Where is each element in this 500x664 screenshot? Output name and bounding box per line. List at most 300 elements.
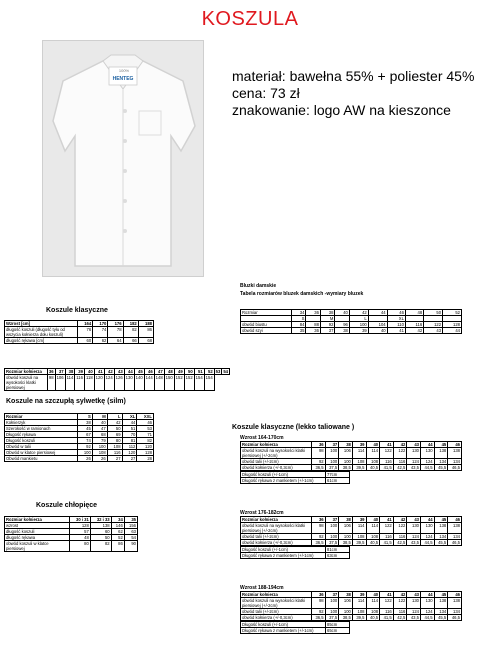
table-cell: 42,5: [393, 540, 407, 546]
table-cell: XL: [122, 414, 137, 420]
table-cell: 82: [123, 327, 138, 338]
table-cell: obwód szyi: [241, 328, 292, 334]
bluzki-title: Bluzki damskie: [240, 283, 277, 289]
table-cell: Rozmiar: [5, 414, 78, 420]
table-cell: 44: [443, 328, 462, 334]
table-cell: 53: [215, 369, 221, 374]
table-cell: 44,5: [421, 540, 435, 546]
table-cell: Wzrost [cm]: [5, 321, 78, 327]
table-cell: 110: [387, 322, 405, 328]
table-cell: 152: [174, 375, 184, 391]
table-cell: 92: [320, 322, 334, 328]
table-cell: 44: [368, 310, 387, 316]
table-cell: 106: [339, 523, 353, 534]
table-cell: obwód koszuli na wysokości klatki piersiowej (+/-2cm): [241, 448, 312, 459]
dlugosc-table: [240, 471, 350, 484]
table-cell: 152: [184, 375, 194, 391]
klasyczne-wzrost-table: [4, 320, 154, 344]
table-cell: 130: [421, 448, 435, 459]
table-row: [5, 327, 154, 338]
table-row: [241, 465, 462, 471]
price-text: cena: 73 zł: [232, 85, 300, 101]
table-cell: długość koszuli: [5, 529, 70, 535]
table-cell: 48: [164, 369, 174, 375]
table-cell: 47: [92, 426, 107, 432]
table-cell: 43: [407, 442, 421, 448]
table-cell: 116: [75, 375, 85, 391]
table-cell: S: [78, 414, 93, 420]
table-cell: wzrost: [5, 523, 70, 529]
table-cell: 84: [292, 322, 306, 328]
table-cell: Szerokość w ramionach: [5, 426, 78, 432]
table-cell: 138: [90, 523, 111, 529]
table-cell: Obwód mankietu: [5, 456, 78, 462]
table-cell: 39: [352, 442, 366, 448]
table-cell: 50: [424, 310, 443, 316]
table-cell: obwód talii (+/-2cm): [241, 609, 312, 615]
table-cell: 77cm: [326, 472, 350, 478]
table-cell: 27: [122, 456, 137, 462]
table-cell: Długość rękawa: [5, 432, 78, 438]
table-cell: 57: [70, 529, 91, 535]
table-cell: 38,5: [339, 615, 353, 621]
table-cell: 47: [154, 369, 164, 375]
table-cell: 52: [111, 535, 124, 541]
table-cell: 108: [107, 444, 122, 450]
table-cell: 42: [405, 328, 423, 334]
table-cell: 134: [448, 534, 462, 540]
bluzki-table: [240, 309, 462, 334]
table-cell: 116: [380, 609, 394, 615]
table-cell: 27: [107, 456, 122, 462]
table-cell: 82: [90, 541, 111, 552]
table-row: [241, 448, 462, 459]
table-cell: 52: [443, 310, 462, 316]
material-text: materiał: bawełna 55% + poliester 45%: [232, 68, 475, 84]
table-cell: obwód kołnierza (+/-0,3cm): [241, 615, 312, 621]
table-cell: 66: [123, 338, 138, 344]
table-cell: 79: [92, 438, 107, 444]
table-cell: Długość koszuli: [5, 438, 78, 444]
table-cell: Długość koszuli (+/-1cm): [241, 622, 326, 628]
table-cell: 45: [78, 426, 93, 432]
table-cell: 45: [434, 592, 448, 598]
table-cell: 108: [366, 609, 380, 615]
table-cell: 138: [434, 523, 448, 534]
table-cell: Rozmiar kołnierza: [241, 442, 312, 448]
table-cell: 35: [124, 517, 137, 523]
table-cell: 40,5: [366, 465, 380, 471]
table-cell: 68: [92, 432, 107, 438]
table-cell: 41: [380, 517, 394, 523]
table-cell: 41,5: [380, 615, 394, 621]
table-cell: 124: [407, 459, 421, 465]
table-cell: obwód koszuli na wysokości klatki piersiowej (+/-2cm): [241, 523, 312, 534]
table-cell: 74: [93, 327, 108, 338]
table-cell: 46,5: [448, 540, 462, 546]
table-cell: 44,5: [421, 465, 435, 471]
table-cell: 124: [421, 609, 435, 615]
table-cell: Rozmiar kołnierza: [241, 592, 312, 598]
table-cell: 126: [114, 375, 124, 391]
table-cell: 86: [111, 541, 124, 552]
table-cell: 114: [352, 523, 366, 534]
table-cell: 120: [94, 375, 104, 391]
table-cell: 41: [380, 592, 394, 598]
table-cell: 78: [108, 327, 123, 338]
table-cell: 108: [366, 459, 380, 465]
table-cell: 37,5: [325, 465, 339, 471]
table-cell: 40,5: [366, 615, 380, 621]
table-cell: 122: [380, 523, 394, 534]
dlugosc-table: [240, 621, 350, 634]
table-cell: 45,5: [434, 465, 448, 471]
table-cell: obwód koszuli w klatce piersiowej: [5, 541, 70, 552]
table-cell: 40: [368, 328, 387, 334]
table-cell: 36: [306, 328, 320, 334]
table-cell: 146: [111, 523, 124, 529]
label-size: 100%: [118, 68, 130, 73]
table-cell: 64: [108, 338, 123, 344]
table-cell: 63cm: [326, 553, 350, 559]
taliowane-block: [240, 435, 462, 484]
table-cell: 138: [434, 448, 448, 459]
marking-text: znakowanie: logo AW na kieszonce: [232, 102, 451, 118]
table-cell: 134: [434, 609, 448, 615]
table-cell: obwód talii (+/-2cm): [241, 459, 312, 465]
table-cell: 96: [335, 322, 349, 328]
table-cell: 114: [366, 523, 380, 534]
table-cell: 41,5: [380, 465, 394, 471]
table-cell: 39,5: [352, 540, 366, 546]
table-cell: 51: [122, 426, 137, 432]
table-cell: L: [107, 414, 122, 420]
table-cell: 108: [352, 609, 366, 615]
table-cell: 88: [306, 322, 320, 328]
table-cell: 44: [421, 592, 435, 598]
table-cell: 92: [312, 534, 326, 540]
table-cell: 52: [204, 369, 214, 375]
table-cell: 92: [78, 444, 93, 450]
table-cell: 48: [405, 310, 423, 316]
table-cell: 44: [122, 420, 137, 426]
table-cell: 28: [137, 456, 154, 462]
table-cell: 154: [204, 375, 214, 391]
table-cell: 45: [134, 369, 144, 375]
table-cell: 122: [380, 448, 394, 459]
klasyczne-kolnierz-table: [4, 368, 230, 391]
table-cell: 154: [194, 375, 204, 391]
dlugosc-table: [240, 546, 350, 559]
table-cell: 26: [92, 456, 107, 462]
table-cell: 100: [325, 523, 339, 534]
table-cell: 51: [194, 369, 204, 375]
table-cell: M: [320, 316, 334, 322]
table-cell: 46: [448, 442, 462, 448]
table-cell: 124: [407, 534, 421, 540]
table-cell: Długość koszuli (+/-1cm): [241, 472, 326, 478]
table-cell: 106: [339, 448, 353, 459]
table-cell: 36,5: [312, 465, 326, 471]
table-cell: 42: [349, 310, 368, 316]
table-cell: 41: [387, 328, 405, 334]
table-cell: 76: [78, 327, 93, 338]
table-cell: 122: [393, 598, 407, 609]
table-cell: 46: [448, 517, 462, 523]
table-cell: 37: [55, 369, 65, 375]
table-cell: 38: [78, 420, 93, 426]
table-cell: Długość koszuli (+/-1cm): [241, 547, 326, 553]
table-cell: 37: [325, 517, 339, 523]
table-cell: 100: [78, 450, 93, 456]
table-cell: 46: [448, 592, 462, 598]
table-cell: 82: [137, 438, 154, 444]
table-cell: obwód kołnierza (+/-0,3cm): [241, 540, 312, 546]
table-cell: 128: [137, 450, 154, 456]
table-cell: 116: [107, 450, 122, 456]
table-cell: 70: [122, 432, 137, 438]
table-cell: 86: [138, 327, 153, 338]
table-cell: Obwód w klatce piersiowej: [5, 450, 78, 456]
table-cell: 43,5: [407, 465, 421, 471]
table-cell: 150: [164, 375, 174, 391]
table-cell: długość koszuli (długość tyłu od wszycia kołnierza dołu koszuli): [5, 327, 78, 338]
table-cell: 45,5: [434, 615, 448, 621]
table-cell: 54: [223, 369, 228, 374]
table-cell: 26: [78, 456, 93, 462]
table-cell: 114: [366, 448, 380, 459]
table-cell: 40: [84, 369, 94, 375]
table-cell: 41,5: [380, 540, 394, 546]
table-cell: 40: [92, 420, 107, 426]
table-cell: 37: [320, 328, 334, 334]
table-cell: 40,5: [366, 540, 380, 546]
table-cell: 42: [393, 517, 407, 523]
table-cell: długość rękawa [cm]: [5, 338, 78, 344]
table-cell: 108: [366, 534, 380, 540]
table-cell: 81: [122, 438, 137, 444]
table-cell: 38: [339, 592, 353, 598]
table-cell: 112: [122, 444, 137, 450]
table-cell: 42: [104, 369, 114, 375]
table-cell: 138: [434, 598, 448, 609]
table-cell: 92: [312, 459, 326, 465]
table-cell: 104: [368, 322, 387, 328]
sylwetka-title: Koszule na szczupłą sylwetkę (silm): [6, 398, 126, 405]
table-row: [5, 541, 138, 552]
table-cell: obwód koszuli na wysokości klatki piersiowej (+/-2cm): [241, 598, 312, 609]
table-cell: 80: [70, 541, 91, 552]
table-cell: 114: [65, 375, 75, 391]
table-cell: 170: [93, 321, 108, 327]
table-cell: 116: [405, 322, 423, 328]
table-cell: 38,5: [339, 465, 353, 471]
table-cell: 114: [352, 598, 366, 609]
table-cell: 74: [78, 438, 93, 444]
wzrost-label: Wzrost 176-182cm: [240, 510, 284, 516]
table-cell: 120: [122, 450, 137, 456]
table-cell: 48: [70, 535, 91, 541]
table-cell: 32 i 33: [90, 517, 111, 523]
table-cell: 124: [421, 534, 435, 540]
table-cell: 164: [78, 321, 93, 327]
table-cell: 148: [154, 375, 164, 391]
table-cell: 130: [407, 523, 421, 534]
table-row: [241, 523, 462, 534]
table-cell: 37: [325, 592, 339, 598]
table-cell: obwód kołnierza (+/-0,3cm): [241, 465, 312, 471]
table-cell: 67: [78, 432, 93, 438]
table-cell: 116: [380, 459, 394, 465]
table-cell: 124: [104, 375, 114, 391]
table-cell: 38,5: [339, 540, 353, 546]
table-cell: 100: [325, 534, 339, 540]
table-cell: 35: [292, 328, 306, 334]
table-cell: 37,5: [325, 615, 339, 621]
table-cell: 62: [93, 338, 108, 344]
table-cell: 98: [47, 375, 55, 391]
table-cell: 50: [184, 369, 194, 375]
table-cell: 130: [124, 375, 134, 391]
table-cell: obwód koszuli na wysokości klatki piersiowej: [5, 375, 48, 391]
table-cell: 41: [94, 369, 104, 375]
table-cell: 130: [407, 448, 421, 459]
product-info: [232, 68, 474, 119]
table-cell: 182: [123, 321, 138, 327]
chlopiece-table: [4, 516, 138, 552]
table-cell: 44: [421, 517, 435, 523]
table-cell: 118: [84, 375, 94, 391]
table-cell: 80: [107, 438, 122, 444]
table-cell: 43,5: [407, 540, 421, 546]
table-cell: 46,5: [448, 615, 462, 621]
table-cell: 116: [393, 534, 407, 540]
table-cell: 134: [434, 459, 448, 465]
table-cell: 36: [312, 592, 326, 598]
table-cell: M: [92, 414, 107, 420]
table-cell: 44,5: [421, 615, 435, 621]
taliowane-block: [240, 585, 462, 634]
table-cell: 34: [292, 310, 306, 316]
table-cell: 108: [352, 459, 366, 465]
table-row: [5, 456, 154, 462]
table-cell: 116: [380, 534, 394, 540]
table-row: [241, 553, 350, 559]
table-cell: 42,5: [393, 465, 407, 471]
table-cell: 116: [393, 609, 407, 615]
page-title: KOSZULA: [201, 8, 299, 30]
table-cell: 30 i 31: [70, 517, 91, 523]
table-cell: 124: [407, 609, 421, 615]
table-cell: obwód biustu: [241, 322, 292, 328]
table-cell: 134: [448, 609, 462, 615]
table-cell: 36,5: [312, 615, 326, 621]
table-cell: 61cm: [326, 478, 350, 484]
table-cell: 36: [312, 517, 326, 523]
table-cell: Rozmiar kołnierza: [241, 517, 312, 523]
table-cell: 138: [448, 523, 462, 534]
table-cell: 49: [174, 369, 184, 375]
table-cell: 38: [320, 310, 334, 316]
table-cell: 37: [325, 442, 339, 448]
table-cell: L: [349, 316, 368, 322]
table-cell: 50: [90, 535, 111, 541]
table-cell: 100: [325, 459, 339, 465]
table-cell: 100: [339, 459, 353, 465]
table-cell: Kołnierzyk: [5, 420, 78, 426]
table-cell: 41: [380, 442, 394, 448]
table-row: [241, 328, 462, 334]
table-cell: 42,5: [393, 615, 407, 621]
table-cell: 122: [424, 322, 443, 328]
table-row: [241, 478, 350, 484]
table-cell: 38: [339, 442, 353, 448]
table-cell: 108: [92, 450, 107, 456]
table-cell: 45: [434, 442, 448, 448]
table-cell: 38: [65, 369, 75, 375]
table-cell: 43: [114, 369, 124, 375]
table-cell: 43: [407, 592, 421, 598]
table-cell: 44: [124, 369, 134, 375]
table-cell: 128: [70, 523, 91, 529]
table-cell: Rozmiar kołnierza: [5, 517, 70, 523]
table-cell: 90: [124, 541, 137, 552]
taliowane-table: [240, 516, 462, 546]
table-cell: obwód talii (+/-2cm): [241, 534, 312, 540]
table-cell: 114: [352, 448, 366, 459]
table-cell: 34: [111, 517, 124, 523]
table-cell: 120: [137, 444, 154, 450]
table-cell: 108: [352, 534, 366, 540]
wzrost-label: Wzrost 188-194cm: [240, 585, 284, 591]
table-cell: 124: [421, 459, 435, 465]
taliowane-table: [240, 591, 462, 621]
table-cell: 122: [393, 448, 407, 459]
table-row: [5, 338, 154, 344]
klasyczne-title: Koszule klasyczne: [46, 307, 108, 314]
table-cell: 44: [421, 442, 435, 448]
table-cell: 36: [48, 369, 54, 374]
wzrost-label: Wzrost 164-170cm: [240, 435, 284, 441]
table-cell: 68: [138, 338, 153, 344]
table-cell: 65cm: [326, 628, 350, 634]
table-cell: 81cm: [326, 547, 350, 553]
table-cell: 39: [352, 517, 366, 523]
table-cell: 116: [393, 459, 407, 465]
table-cell: 98: [312, 448, 326, 459]
table-cell: Długość rękawa z mankietem (+/-1cm): [241, 553, 326, 559]
table-row: [5, 375, 230, 391]
table-cell: 39: [349, 328, 368, 334]
table-cell: Długość rękawa z mankietem (+/-1cm): [241, 478, 326, 484]
table-cell: 43: [424, 328, 443, 334]
table-cell: XXL: [137, 414, 154, 420]
table-cell: Obwód w talii: [5, 444, 78, 450]
table-cell: 144: [144, 375, 154, 391]
table-cell: S: [292, 316, 306, 322]
table-cell: 134: [448, 459, 462, 465]
table-cell: 40: [366, 442, 380, 448]
table-cell: Rozmiar: [241, 310, 292, 316]
table-cell: 38: [339, 517, 353, 523]
table-cell: 69: [107, 432, 122, 438]
table-cell: 128: [443, 322, 462, 328]
table-cell: 54: [124, 535, 137, 541]
table-cell: 100: [325, 598, 339, 609]
table-cell: 98: [312, 598, 326, 609]
table-cell: 36,5: [312, 540, 326, 546]
table-cell: XL: [387, 316, 405, 322]
